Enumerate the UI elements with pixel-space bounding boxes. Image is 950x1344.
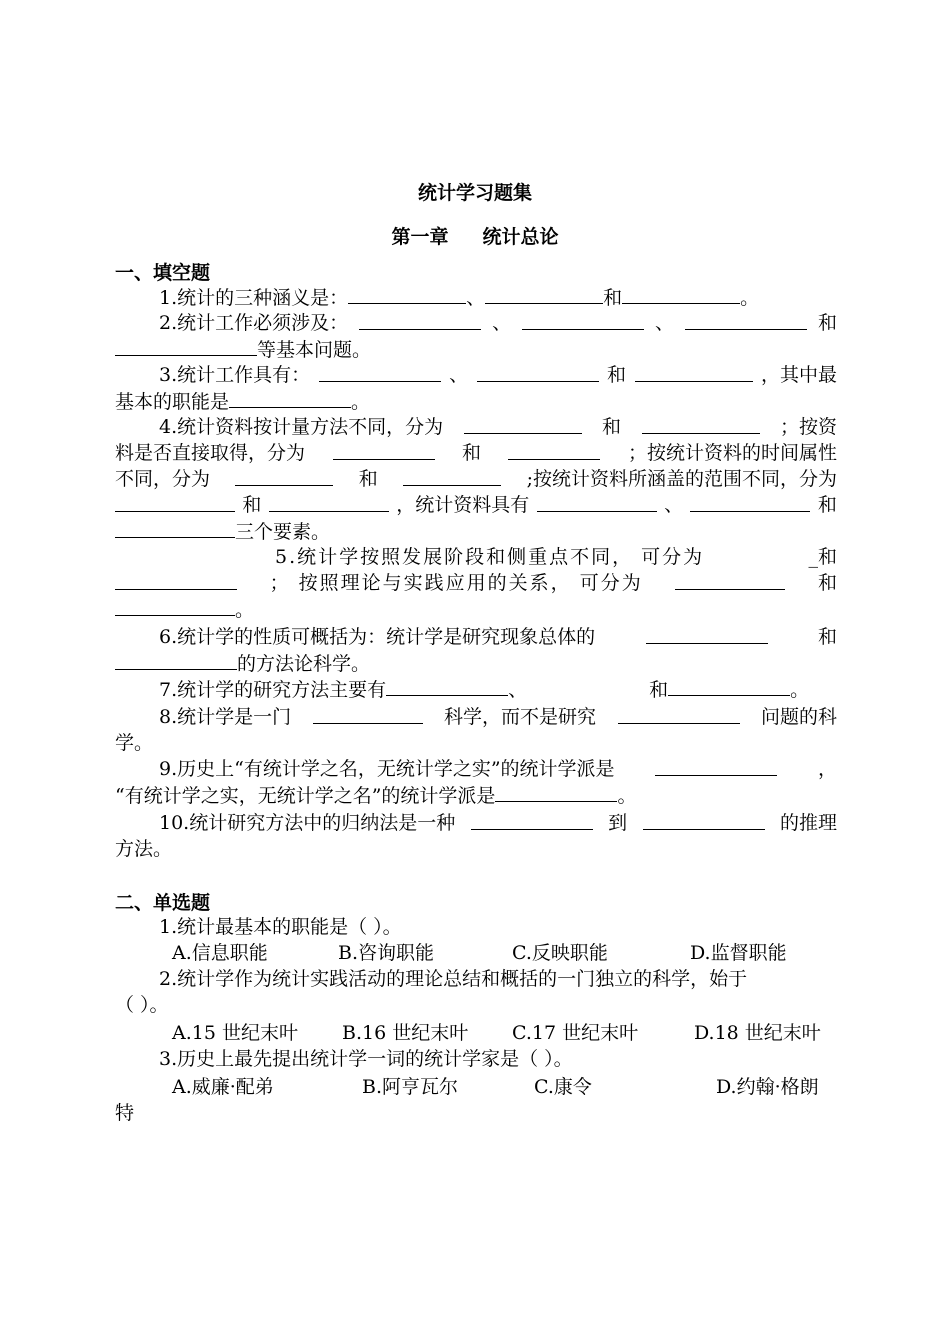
blank[interactable] xyxy=(675,570,785,590)
mc1-option-c[interactable]: C.反映职能 xyxy=(512,942,608,964)
section-fill-blank-heading: 一、填空题 xyxy=(115,262,211,284)
q4-and2: 和 xyxy=(461,442,481,464)
q10-text: 10.统计研究方法中的归纳法是一种 xyxy=(159,812,456,834)
question-8-line-2 xyxy=(115,730,837,756)
blank[interactable] xyxy=(235,466,333,486)
question-5 xyxy=(115,544,837,570)
blank[interactable] xyxy=(386,676,508,696)
chapter-title xyxy=(0,222,950,249)
q4-semi1: ；按资 xyxy=(779,416,837,438)
mc3-option-a[interactable]: A.威廉·配弟 xyxy=(172,1076,274,1098)
question-5-line-2 xyxy=(115,570,837,596)
q7-text: 7.统计学的研究方法主要有 xyxy=(159,679,387,701)
chapter-name: 统计总论 xyxy=(482,226,559,248)
blank[interactable] xyxy=(655,756,777,776)
q5-text: 5.统计学按照发展阶段和侧重点不同， 可分为 xyxy=(275,546,705,568)
blank[interactable] xyxy=(115,596,235,616)
q10-l2: 方法。 xyxy=(115,838,173,860)
question-4-line-2 xyxy=(115,440,837,466)
q3-sep: 、 xyxy=(449,364,469,386)
q5-l2a: ； 按照理论与实践应用的关系， 可分为 xyxy=(269,572,643,594)
q2-and: 和 xyxy=(817,312,837,334)
chapter-number: 第一章 xyxy=(391,226,449,248)
q10-tail: 的推理 xyxy=(779,812,837,834)
blank[interactable] xyxy=(642,414,760,434)
blank[interactable] xyxy=(333,440,435,460)
q4-l2a: 料是否直接取得，分为 xyxy=(115,442,306,464)
mc2-option-c[interactable]: C.17 世纪末叶 xyxy=(512,1022,639,1044)
q4-l3b: ;按统计资料所涵盖的范围不同，分为 xyxy=(526,468,837,490)
blank[interactable] xyxy=(115,492,235,512)
blank[interactable] xyxy=(508,440,600,460)
mc-question-1: 1.统计最基本的职能是（ ）。 xyxy=(159,916,402,938)
blank[interactable] xyxy=(537,492,657,512)
q4-l4a: ，统计资料具有 xyxy=(396,494,530,516)
q5-end: 。 xyxy=(235,599,255,621)
mc-question-2-line-2: （ ）。 xyxy=(115,994,169,1016)
q4-and4: 和 xyxy=(242,494,262,516)
mc2-option-a[interactable]: A.15 世纪末叶 xyxy=(172,1022,298,1044)
q4-l3a: 不同，分为 xyxy=(115,468,211,490)
q9-end: 。 xyxy=(617,785,637,807)
q8-tail: 问题的科 xyxy=(760,706,837,728)
blank[interactable] xyxy=(403,466,501,486)
q3-line2: 基本的职能是 xyxy=(115,391,230,413)
mc1-option-d[interactable]: D.监督职能 xyxy=(690,942,787,964)
blank[interactable] xyxy=(635,362,753,382)
q5-and2: 和 xyxy=(817,572,837,594)
question-4-line-5 xyxy=(115,518,837,545)
q7-sep: 、 xyxy=(508,679,528,701)
q6-l2: 的方法论科学。 xyxy=(237,653,371,675)
question-4 xyxy=(115,414,837,440)
blank[interactable] xyxy=(229,388,351,408)
q10-to: 到 xyxy=(608,812,628,834)
blank[interactable] xyxy=(348,284,466,304)
q2-sep2: 、 xyxy=(655,312,675,334)
blank[interactable] xyxy=(690,492,810,512)
blank[interactable] xyxy=(471,810,593,830)
question-10 xyxy=(115,810,837,836)
q9-text: 9.历史上“有统计学之名，无统计学之实”的统计学派是 xyxy=(159,758,615,780)
q3-end: 。 xyxy=(351,391,371,413)
mc3-option-c[interactable]: C.康令 xyxy=(534,1076,592,1098)
blank[interactable] xyxy=(115,518,235,538)
q3-and: 和 xyxy=(607,364,627,386)
q2-text: 2.统计工作必须涉及： xyxy=(159,312,349,334)
q4-text: 4.统计资料按计量方法不同，分为 xyxy=(159,416,444,438)
q5-and1: _和 xyxy=(808,546,837,568)
mc-question-3: 3.历史上最先提出统计学一词的统计学家是（ ）。 xyxy=(159,1048,573,1070)
question-6-line-2 xyxy=(115,650,837,677)
question-9 xyxy=(115,756,837,782)
blank[interactable] xyxy=(115,570,237,590)
q3-tail: ，其中最 xyxy=(760,364,837,386)
mc3-option-d-wrap: 特 xyxy=(115,1102,135,1124)
blank[interactable] xyxy=(115,336,257,356)
q4-sep4: 、 xyxy=(664,494,684,516)
question-4-line-4 xyxy=(115,492,837,518)
blank[interactable] xyxy=(485,284,603,304)
blank[interactable] xyxy=(313,704,423,724)
q4-and3: 和 xyxy=(358,468,378,490)
mc-question-2: 2.统计学作为统计实践活动的理论总结和概括的一门独立的科学，始于 xyxy=(159,968,748,990)
q4-l5: 三个要素。 xyxy=(235,521,331,543)
q9-l2: “有统计学之实，无统计学之名”的统计学派是 xyxy=(115,785,496,807)
q9-comma: ， xyxy=(817,758,837,780)
q7-end: 。 xyxy=(790,679,810,701)
mc2-option-b[interactable]: B.16 世纪末叶 xyxy=(342,1022,469,1044)
blank[interactable] xyxy=(359,310,481,330)
question-2 xyxy=(115,310,837,336)
question-4-line-3 xyxy=(115,466,837,492)
q4-and5: 和 xyxy=(817,494,837,516)
q1-text: 1.统计的三种涵义是： xyxy=(159,287,349,309)
question-3-line-2 xyxy=(115,388,837,415)
mc3-option-b[interactable]: B.阿亨瓦尔 xyxy=(362,1076,459,1098)
blank[interactable] xyxy=(269,492,389,512)
blank[interactable] xyxy=(618,704,740,724)
blank[interactable] xyxy=(646,624,768,644)
blank[interactable] xyxy=(622,284,740,304)
q4-l2b: ；按统计资料的时间属性 xyxy=(627,442,837,464)
blank[interactable] xyxy=(685,310,807,330)
q8-mid: 科学，而不是研究 xyxy=(444,706,597,728)
q2-sep1: 、 xyxy=(492,312,512,334)
blank[interactable] xyxy=(643,810,765,830)
q1-end: 。 xyxy=(740,287,760,309)
q4-and1: 和 xyxy=(602,416,622,438)
q6-text: 6.统计学的性质可概括为：统计学是研究现象总体的 xyxy=(159,626,596,648)
question-3 xyxy=(115,362,837,388)
question-8 xyxy=(115,704,837,730)
blank[interactable] xyxy=(319,362,441,382)
question-9-line-2 xyxy=(115,782,837,809)
q1-and: 和 xyxy=(603,287,623,309)
mc2-option-d[interactable]: D.18 世纪末叶 xyxy=(694,1022,821,1044)
q7-and: 和 xyxy=(649,679,669,701)
blank[interactable] xyxy=(464,414,582,434)
blank[interactable] xyxy=(522,310,644,330)
question-1 xyxy=(115,284,837,311)
question-5-line-3 xyxy=(115,596,837,623)
q6-and: 和 xyxy=(817,626,837,648)
q3-text: 3.统计工作具有： xyxy=(159,364,311,386)
q8-l2: 学。 xyxy=(115,732,154,754)
blank[interactable] xyxy=(115,650,237,670)
mc3-option-d[interactable]: D.约翰·格朗 xyxy=(716,1076,819,1098)
question-7 xyxy=(115,676,837,703)
question-6 xyxy=(115,624,837,650)
mc1-option-b[interactable]: B.咨询职能 xyxy=(338,942,435,964)
blank[interactable] xyxy=(477,362,599,382)
blank[interactable] xyxy=(668,676,790,696)
document-title: 统计学习题集 xyxy=(417,182,532,204)
q1-sep: 、 xyxy=(466,287,486,309)
question-10-line-2 xyxy=(115,836,837,862)
question-2-line-2 xyxy=(115,336,837,363)
mc1-option-a[interactable]: A.信息职能 xyxy=(172,942,268,964)
section-single-choice-heading: 二、单选题 xyxy=(115,892,211,914)
blank[interactable] xyxy=(495,782,617,802)
q8-text: 8.统计学是一门 xyxy=(159,706,292,728)
q2-end: 等基本问题。 xyxy=(257,339,372,361)
